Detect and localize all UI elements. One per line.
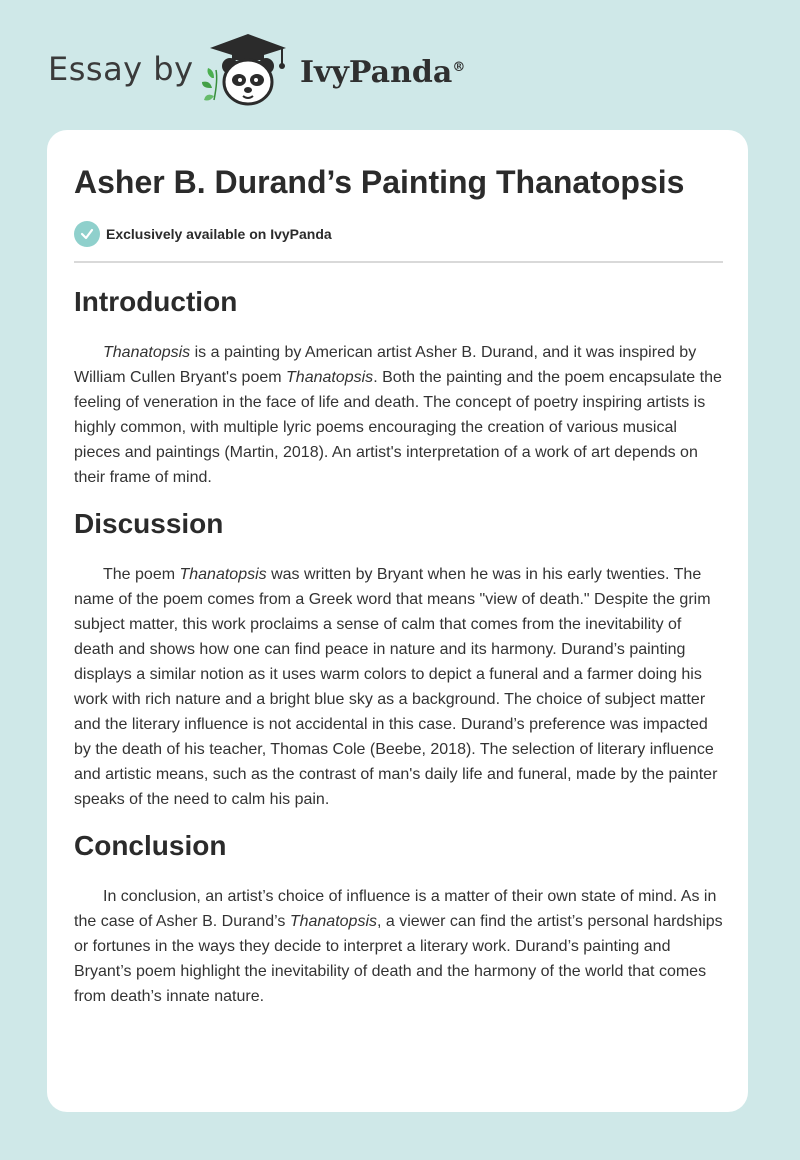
brand-name: IvyPanda: [300, 55, 453, 90]
paragraph-text: , a viewer can find the artist’s personal hardships or fortunes in the ways they decide to interpret a literary work. Durand’s painting and Bryant’s poem highlight the inevitability of death and the harmony of the world that comes from death’s innate nature.: [74, 913, 723, 1005]
section-heading-conclusion: Conclusion: [74, 830, 227, 861]
section-heading-discussion: Discussion: [74, 508, 224, 539]
italic-title: Thanatopsis: [286, 369, 374, 386]
italic-title: Thanatopsis: [103, 344, 191, 361]
paragraph-discussion: [74, 562, 724, 812]
paragraph-text: . Both the painting and the poem encapsulate the feeling of veneration in the face of life and death. The concept of poetry inspiring artists is highly common, with multiple lyric poems encouraging the creation of various musical pieces and paintings (Martin, 2018). An artist's interpretation of a work of art depends on their frame of mind.: [74, 369, 722, 486]
check-icon: [74, 221, 100, 247]
italic-title: Thanatopsis: [289, 913, 377, 930]
paragraph-text: is a painting by American artist Asher B. Durand, and it was inspired by William Cullen Bryant's poem: [74, 344, 697, 386]
registered-mark: ®: [452, 60, 466, 75]
panda-graduate-icon: [200, 30, 296, 110]
paragraph-introduction: [74, 340, 724, 490]
paragraph-conclusion: [74, 884, 724, 1009]
exclusive-badge-text: Exclusively available on IvyPanda: [106, 226, 332, 242]
ivypanda-logo-link[interactable]: [200, 30, 296, 110]
site-header: [0, 0, 800, 130]
paragraph-text: was written by Bryant when he was in his early twenties. The name of the poem comes from a Greek word that means "view of death." Despite the grim subject matter, this work proclaims a sense of calm that comes from the inevitability of death and shows how one can find peace in nature and its harmony. Durand’s painting displays a similar notion as it uses warm colors to depict a funeral and a farmer doing his work with rich nature and a bright blue sky as a background. The choice of subject matter and the literary influence is not accidental in this case. Durand’s preference was impacted by the death of his teacher, Thomas Cole (Beebe, 2018). The selection of literary influence and artistic means, such as the contrast of man's daily life and funeral, made by the painter speaks of the need to calm his pain.: [74, 566, 718, 808]
section-heading-introduction: Introduction: [74, 286, 238, 317]
exclusive-badge: [74, 221, 332, 247]
paragraph-text: In conclusion, an artist’s choice of influence is a matter of their own state of mind. As in the case of Asher B. Durand’s: [74, 888, 717, 930]
essay-by-label: Essay by: [48, 50, 194, 88]
title-divider: [74, 261, 723, 263]
essay-title: Asher B. Durand’s Painting Thanatopsis: [74, 164, 685, 200]
essay-body: [74, 280, 724, 1009]
paragraph-text: The poem: [103, 566, 180, 583]
brand-wordmark: [300, 55, 465, 90]
italic-title: Thanatopsis: [179, 566, 267, 583]
essay-card: [47, 130, 748, 1112]
